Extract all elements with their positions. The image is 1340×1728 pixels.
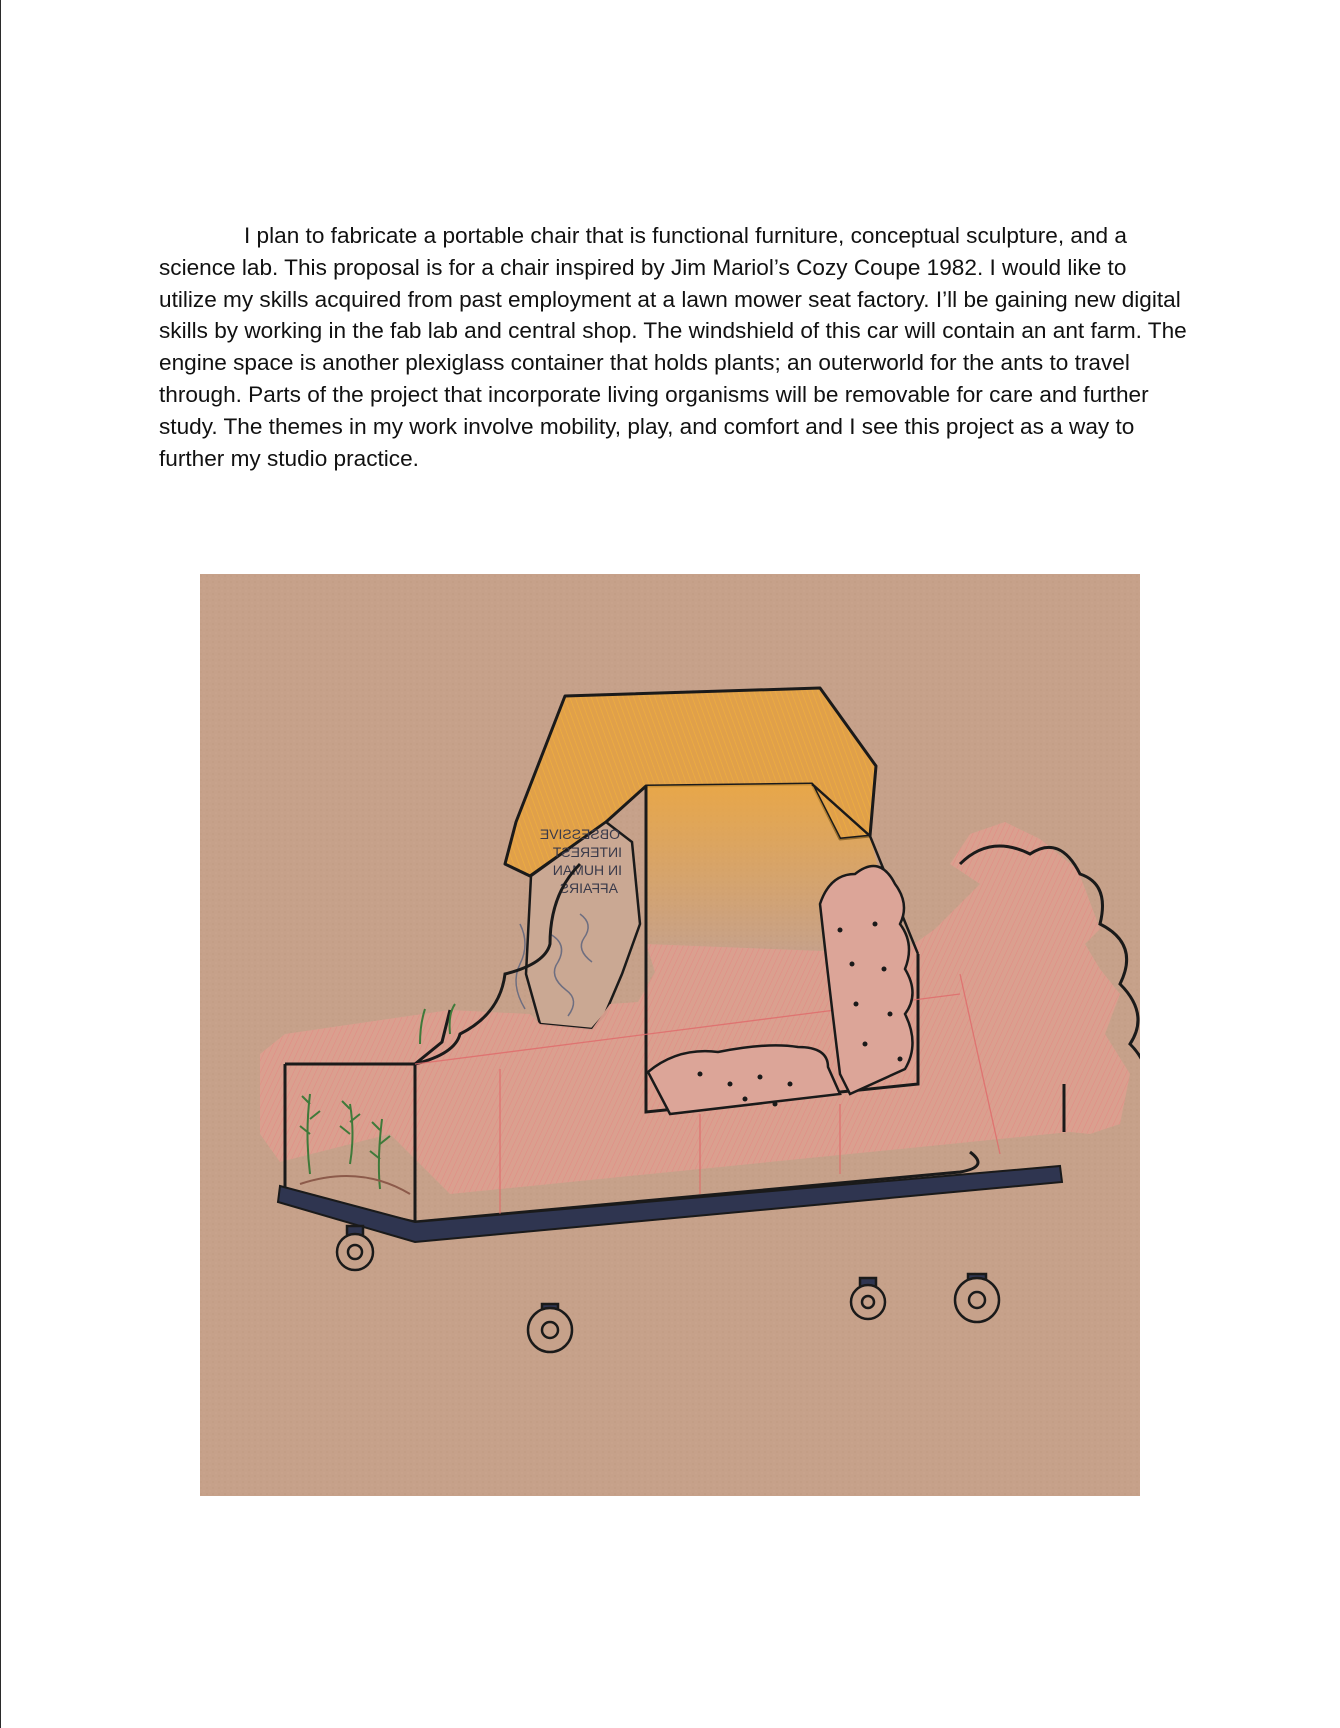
window-text-line-2: INTEREST — [552, 844, 622, 860]
chair-sketch-illustration — [200, 574, 1140, 1496]
proposal-paragraph: I plan to fabricate a portable chair that is functional furniture, conceptual sculpture, and a science lab. This proposal is for a chair inspired by Jim Mariol’s Cozy Coupe 1982. I would like to utilize my skills acquired from past employment at a lawn mower seat factory. I’ll be gaining new digital skills by working in the fab lab and central shop. The windshield of this car will contain an ant farm. The engine space is another plexiglass container that holds plants; an outerworld for the ants to travel through. Parts of the project that incorporate living organisms will be removable for care and further study. The themes in my work involve mobility, play, and comfort and I see this project as a way to further my studio practice. — [159, 223, 1187, 471]
window-text-line-3: IN HUMAN — [552, 862, 622, 878]
window-text-line-1: OBSESSIVE — [539, 826, 620, 842]
window-text-line-4: AFFAIRS — [559, 880, 618, 896]
page-left-edge — [0, 0, 1, 1728]
